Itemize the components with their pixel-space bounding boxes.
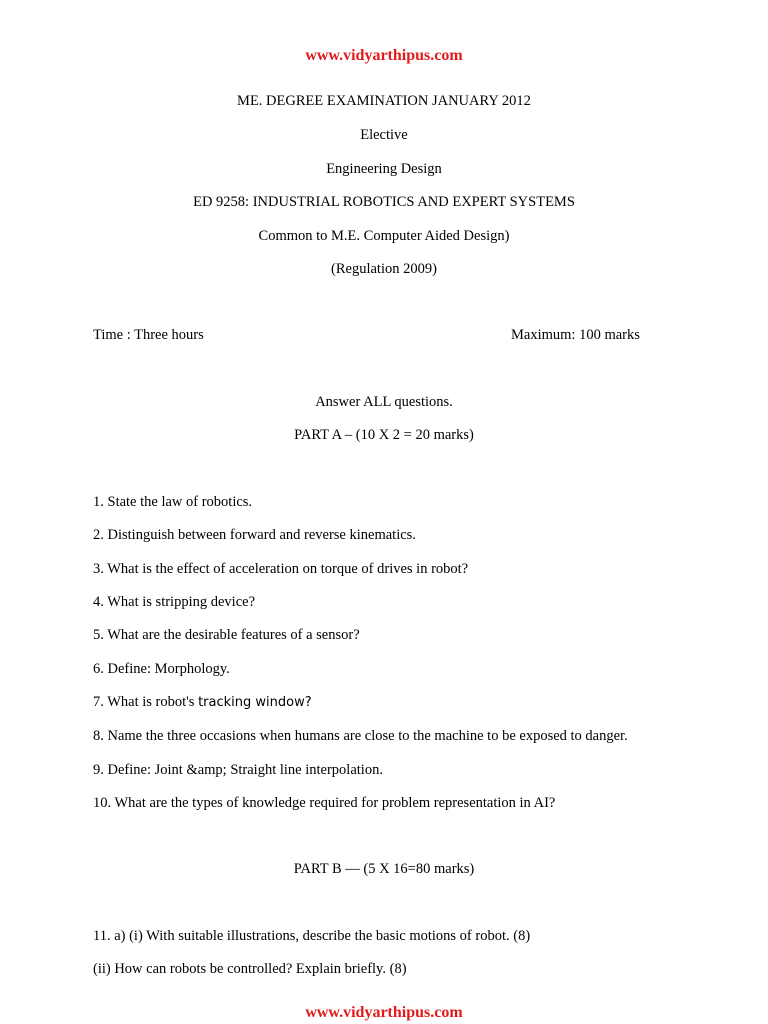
instruction-line: Answer ALL questions. xyxy=(315,394,453,410)
common-to-line: Common to M.E. Computer Aided Design) xyxy=(258,228,510,244)
part-b-heading: PART B — (5 X 16=80 marks) xyxy=(293,861,475,877)
header-website-link[interactable]: www.vidyarthipus.com xyxy=(305,47,463,64)
part-a-question-2: 2. Distinguish between forward and reverse kinematics. xyxy=(93,527,416,543)
part-a-question-9: 9. Define: Joint &amp; Straight line interpolation. xyxy=(93,762,383,778)
regulation-line: (Regulation 2009) xyxy=(331,261,437,277)
time-allowed: Time : Three hours xyxy=(93,327,204,343)
exam-category: Elective xyxy=(360,127,408,143)
maximum-marks: Maximum: 100 marks xyxy=(511,327,640,343)
question-7-text: 7. What is robot's xyxy=(93,694,199,710)
part-a-question-3: 3. What is the effect of acceleration on torque of drives in robot? xyxy=(93,561,469,577)
part-a-question-4: 4. What is stripping device? xyxy=(93,594,256,610)
part-b-question-11a-ii: (ii) How can robots be controlled? Explain briefly. (8) xyxy=(93,961,407,977)
part-a-heading: PART A – (10 X 2 = 20 marks) xyxy=(294,427,474,443)
part-a-question-10: 10. What are the types of knowledge required for problem representation in AI? xyxy=(93,795,556,811)
part-a-question-6: 6. Define: Morphology. xyxy=(93,661,230,677)
exam-branch: Engineering Design xyxy=(326,161,442,177)
part-a-question-7 xyxy=(93,695,312,710)
course-title: ED 9258: INDUSTRIAL ROBOTICS AND EXPERT SYSTEMS xyxy=(193,194,575,210)
exam-degree-line: ME. DEGREE EXAMINATION JANUARY 2012 xyxy=(237,93,531,109)
part-a-question-1: 1. State the law of robotics. xyxy=(93,494,253,510)
part-a-question-8: 8. Name the three occasions when humans are close to the machine to be exposed to danger. xyxy=(93,728,628,744)
part-b-question-11a-i: 11. a) (i) With suitable illustrations, describe the basic motions of robot. (8) xyxy=(93,928,531,944)
question-7-tail: tracking window? xyxy=(198,695,312,710)
footer-website-link[interactable]: www.vidyarthipus.com xyxy=(305,1004,463,1021)
part-a-question-5: 5. What are the desirable features of a sensor? xyxy=(93,627,360,643)
